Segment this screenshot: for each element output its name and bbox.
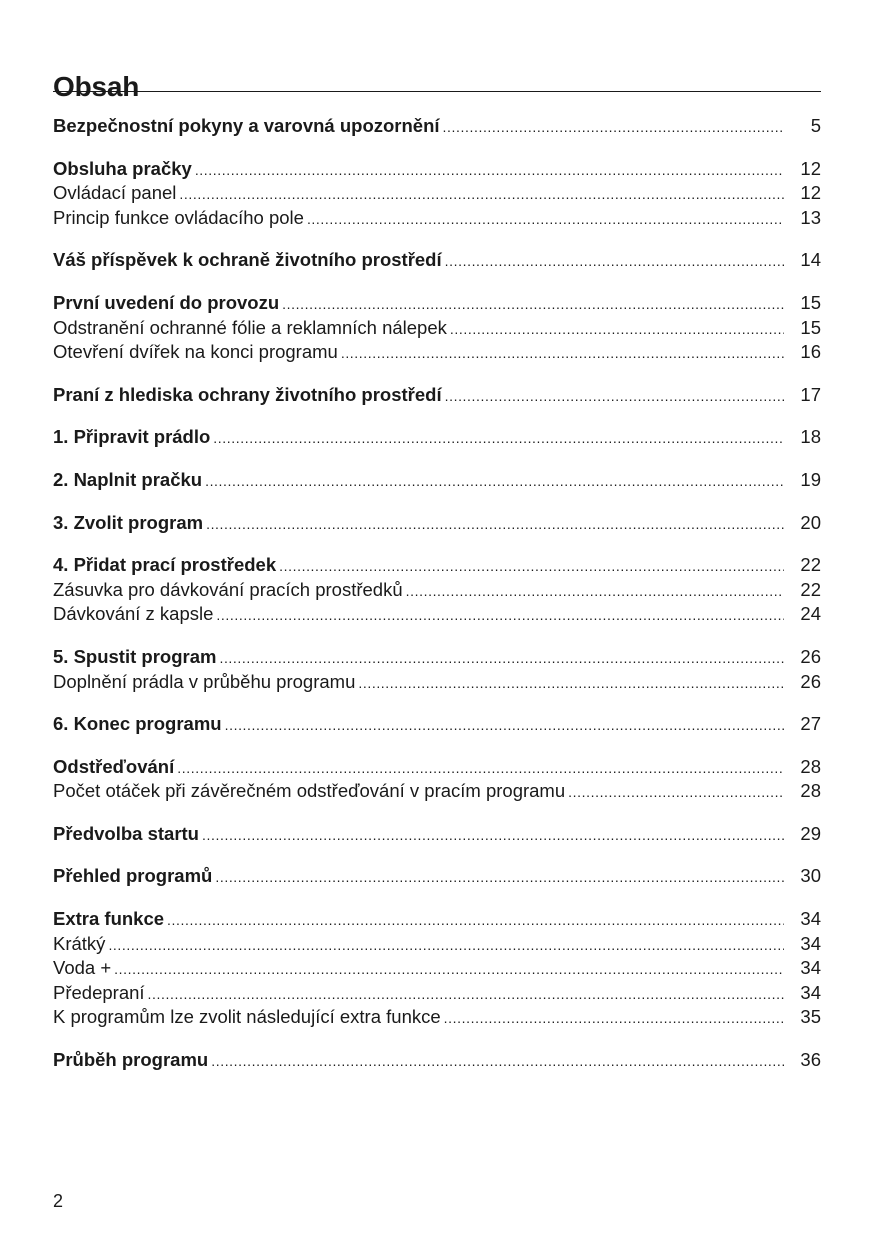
- toc-subsection-entry[interactable]: [53, 1005, 821, 1030]
- toc-entry-label: Odstranění ochranné fólie a reklamních nálepek: [53, 316, 447, 338]
- toc-dot-leader: [568, 783, 784, 801]
- toc-entry-page: 34: [800, 957, 821, 979]
- toc-dot-leader: [216, 606, 784, 624]
- toc-subsection-entry[interactable]: [53, 316, 821, 341]
- toc-entry-label: Váš příspěvek k ochraně životního prostředí: [53, 249, 442, 271]
- toc-dot-leader: [279, 557, 784, 575]
- toc-entry-page: 15: [800, 316, 821, 338]
- toc-section-entry[interactable]: [53, 822, 821, 847]
- toc-entry-page: 12: [800, 182, 821, 204]
- toc-entry-page: 15: [800, 291, 821, 313]
- toc-entry-page: 26: [800, 670, 821, 692]
- toc-dot-leader: [358, 674, 784, 692]
- toc-section-entry[interactable]: [53, 248, 821, 273]
- toc-dot-leader: [205, 472, 784, 490]
- toc-section-entry[interactable]: [53, 907, 821, 932]
- toc-subsection-entry[interactable]: [53, 602, 821, 627]
- toc-dot-leader: [445, 252, 784, 270]
- toc-entry-label: Bezpečnostní pokyny a varovná upozornění: [53, 115, 440, 136]
- toc-dot-leader: [219, 649, 784, 667]
- toc-entry-label: Průběh programu: [53, 1049, 209, 1071]
- toc-dot-leader: [282, 295, 784, 313]
- toc-entry-label: 6. Konec programu: [53, 713, 222, 735]
- toc-dot-leader: [206, 515, 784, 533]
- toc-entry-label: 1. Připravit prádlo: [53, 426, 211, 448]
- toc-dot-leader: [177, 759, 784, 777]
- toc-entry-label: Zásuvka pro dávkování pracích prostředků: [53, 578, 403, 600]
- toc-dot-leader: [443, 118, 784, 136]
- toc-dot-leader: [444, 1009, 784, 1027]
- toc-subsection-entry[interactable]: [53, 932, 821, 957]
- toc-section-entry[interactable]: [53, 712, 821, 737]
- toc-entry-page: 12: [800, 157, 821, 179]
- toc-group: [53, 114, 821, 139]
- toc-entry-label: K programům lze zvolit následující extra funkce: [53, 1006, 441, 1028]
- toc-entry-page: 34: [800, 981, 821, 1003]
- toc-subsection-entry[interactable]: [53, 578, 821, 603]
- toc-dot-leader: [225, 716, 784, 734]
- toc-group: [53, 1048, 821, 1073]
- toc-entry-label: 5. Spustit program: [53, 645, 217, 667]
- toc-dot-leader: [179, 185, 784, 203]
- toc-entry-label: Krátký: [53, 932, 106, 954]
- toc-dot-leader: [215, 868, 784, 886]
- toc-dot-leader: [341, 344, 784, 362]
- toc-group: [53, 425, 821, 450]
- toc-entry-label: Otevření dvířek na konci programu: [53, 341, 338, 363]
- toc-section-entry[interactable]: [53, 383, 821, 408]
- toc-entry-label: Extra funkce: [53, 908, 165, 930]
- toc-entry-page: 22: [800, 578, 821, 600]
- toc-entry-page: 16: [800, 341, 821, 363]
- toc-entry-label: Předvolba startu: [53, 822, 199, 844]
- toc-entry-page: 14: [800, 249, 821, 271]
- toc-entry-page: 26: [800, 645, 821, 667]
- toc-entry-label: První uvedení do provozu: [53, 291, 280, 313]
- toc-entry-label: Dávkování z kapsle: [53, 603, 214, 625]
- toc-entry-page: 28: [800, 780, 821, 802]
- toc-section-entry[interactable]: [53, 645, 821, 670]
- toc-entry-label: Přehled programů: [53, 865, 213, 887]
- toc-section-entry[interactable]: [53, 1048, 821, 1073]
- toc-entry-label: 4. Přidat prací prostředek: [53, 554, 277, 576]
- toc-entry-page: 34: [800, 908, 821, 930]
- toc-section-entry[interactable]: [53, 425, 821, 450]
- toc-group: [53, 291, 821, 365]
- toc-subsection-entry[interactable]: [53, 670, 821, 695]
- toc-entry-page: 24: [800, 603, 821, 625]
- toc-dot-leader: [114, 960, 784, 978]
- toc-entry-label: Odstřeďování: [53, 755, 175, 777]
- toc-entry-page: 34: [800, 932, 821, 954]
- page-title: Obsah: [53, 70, 140, 102]
- toc-dot-leader: [148, 985, 784, 1003]
- toc-group: [53, 907, 821, 1030]
- toc-subsection-entry[interactable]: [53, 181, 821, 206]
- toc-subsection-entry[interactable]: [53, 981, 821, 1006]
- toc-entry-label: Praní z hlediska ochrany životního prostředí: [53, 383, 442, 405]
- toc-entry-label: Předepraní: [53, 981, 145, 1003]
- toc-group: [53, 822, 821, 847]
- toc-section-entry[interactable]: [53, 157, 821, 182]
- toc-entry-page: 5: [810, 115, 821, 136]
- toc-entry-label: Voda +: [53, 957, 112, 979]
- toc-entry-label: 3. Zvolit program: [53, 511, 204, 533]
- toc-dot-leader: [167, 911, 784, 929]
- toc-entry-label: Princip funkce ovládacího pole: [53, 206, 304, 228]
- toc-section-entry[interactable]: [53, 864, 821, 889]
- toc-dot-leader: [213, 429, 784, 447]
- toc-subsection-entry[interactable]: [53, 206, 821, 231]
- toc-group: [53, 157, 821, 231]
- toc-group: [53, 864, 821, 889]
- toc-dot-leader: [202, 826, 784, 844]
- toc-group: [53, 645, 821, 694]
- toc-dot-leader: [211, 1052, 784, 1070]
- toc-section-entry[interactable]: [53, 468, 821, 493]
- toc-entry-label: Ovládací panel: [53, 182, 177, 204]
- toc-dot-leader: [195, 161, 784, 179]
- toc-entry-page: 17: [800, 383, 821, 405]
- toc-subsection-entry[interactable]: [53, 340, 821, 365]
- toc-entry-page: 30: [800, 865, 821, 887]
- toc-entry-page: 18: [800, 426, 821, 448]
- toc-dot-leader: [406, 582, 784, 600]
- toc-group: [53, 755, 821, 804]
- toc-section-entry[interactable]: [53, 511, 821, 536]
- toc-entry-page: 35: [800, 1006, 821, 1028]
- toc-dot-leader: [307, 210, 784, 228]
- toc-subsection-entry[interactable]: [53, 956, 821, 981]
- page-number: 2: [53, 1191, 64, 1211]
- toc-dot-leader: [450, 320, 784, 338]
- toc-entry-label: Obsluha pračky: [53, 157, 192, 179]
- toc-section-entry[interactable]: [53, 553, 821, 578]
- toc-group: [53, 383, 821, 408]
- toc-section-entry[interactable]: [53, 755, 821, 780]
- toc-entry-page: 22: [800, 554, 821, 576]
- toc-group: [53, 511, 821, 536]
- toc-entry-page: 13: [800, 206, 821, 228]
- toc-group: [53, 553, 821, 627]
- toc-dot-leader: [108, 936, 784, 954]
- toc-section-entry[interactable]: [53, 291, 821, 316]
- toc-entry-page: 28: [800, 755, 821, 777]
- title-divider: [53, 91, 821, 92]
- toc-entry-page: 19: [800, 468, 821, 490]
- toc-entry-label: 2. Naplnit pračku: [53, 468, 203, 490]
- toc-entry-page: 36: [800, 1049, 821, 1071]
- toc-group: [53, 468, 821, 493]
- toc-section-entry[interactable]: [53, 114, 821, 139]
- toc-entry-label: Počet otáček při závěrečném odstřeďování v pracím programu: [53, 780, 566, 802]
- toc-subsection-entry[interactable]: [53, 779, 821, 804]
- toc-entry-label: Doplnění prádla v průběhu programu: [53, 670, 356, 692]
- toc-group: [53, 712, 821, 737]
- toc-entry-page: 29: [800, 822, 821, 844]
- toc-entry-page: 20: [800, 511, 821, 533]
- table-of-contents: [53, 114, 821, 1091]
- toc-group: [53, 248, 821, 273]
- toc-dot-leader: [445, 387, 784, 405]
- toc-entry-page: 27: [800, 713, 821, 735]
